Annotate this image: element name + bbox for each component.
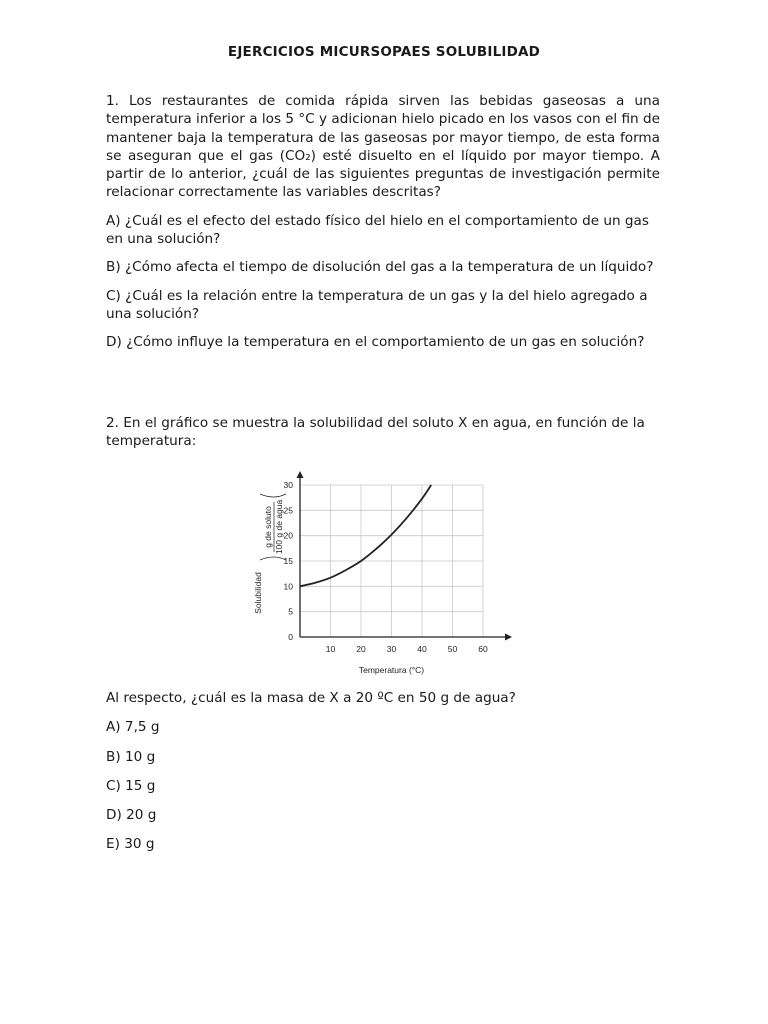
x-tick-label: 60: [478, 644, 488, 654]
answer-option-d: D) 20 g: [106, 807, 157, 824]
page-title: EJERCICIOS MICURSOPAES SOLUBILIDAD: [227, 44, 541, 60]
x-tick-label: 10: [325, 644, 336, 654]
chart-axes: [297, 471, 513, 641]
x-axis-arrow: [505, 634, 512, 641]
question-2-followup: Al respecto, ¿cuál es la masa de X a 20 ºC en 50 g de agua?: [106, 690, 516, 706]
y-tick-label: 20: [283, 530, 293, 541]
answer-option-b: B) 10 g: [106, 748, 156, 765]
x-tick-label: 40: [417, 644, 427, 654]
question-1-option-b: B) ¿Cómo afecta el tiempo de disolución del gas a la temperatura de un líquido?: [106, 259, 654, 276]
question-1-option-a: A) ¿Cuál es el efecto del estado físico del hielo en el comportamiento de un gas en una solución?: [106, 212, 649, 248]
y-tick-label: 0: [288, 632, 293, 642]
y-tick-label: 25: [283, 505, 293, 516]
question-2-answers: [106, 689, 660, 854]
chart-y-label-group: [253, 494, 286, 614]
x-tick-label: 30: [386, 644, 397, 654]
chart-grid: [300, 485, 483, 637]
chart-y-label-paren-right: [260, 494, 286, 497]
x-tick-label: 20: [356, 644, 366, 654]
chart-y-label-denominator: 100 g de agua: [274, 499, 284, 555]
solubility-chart: [248, 466, 538, 680]
question-1-text: 1. Los restaurantes de comida rápida sirven las bebidas gaseosas a una temperatura inferior a los 5 °C y adicionan hielo picado en los vasos con el fin de mantener baja la temperatura de las gaseosas por mayor tiempo, de esta forma se aseguran que el gas (CO₂) esté disuelto en el líquido por mayor tiempo. A partir de lo anterior, ¿cuál de las siguientes preguntas de investigación permite relacionar correctamente las variables descritas?: [106, 93, 660, 201]
question-1-option-c: C) ¿Cuál es la relación entre la temperatura de un gas y la del hielo agregado a una solución?: [106, 287, 648, 322]
y-tick-label: 10: [283, 581, 293, 592]
y-tick-label: 30: [283, 480, 293, 490]
chart-y-label: Solubilidad: [253, 572, 263, 614]
question-2-text: 2. En el gráfico se muestra la solubilidad del soluto X en agua, en función de la temperatura:: [106, 415, 645, 450]
chart-y-label-numerator: g de soluto: [263, 506, 273, 548]
question-2: [106, 414, 660, 451]
y-axis-arrow: [297, 471, 304, 478]
chart-x-label: Temperatura (°C): [358, 665, 425, 675]
solubility-chart-svg: [248, 466, 538, 680]
question-1-option-d: D) ¿Cómo influye la temperatura en el comportamiento de un gas en solución?: [106, 334, 645, 351]
y-tick-label: 5: [288, 606, 293, 617]
chart-y-label-paren-left: [260, 557, 286, 560]
answer-option-e: E) 30 g: [106, 836, 155, 853]
answer-option-c: C) 15 g: [106, 777, 156, 794]
question-1: [106, 92, 660, 352]
y-tick-label: 15: [283, 556, 293, 566]
x-tick-label: 50: [447, 644, 458, 654]
answer-option-a: A) 7,5 g: [106, 719, 160, 736]
chart-ticks: [284, 480, 488, 654]
